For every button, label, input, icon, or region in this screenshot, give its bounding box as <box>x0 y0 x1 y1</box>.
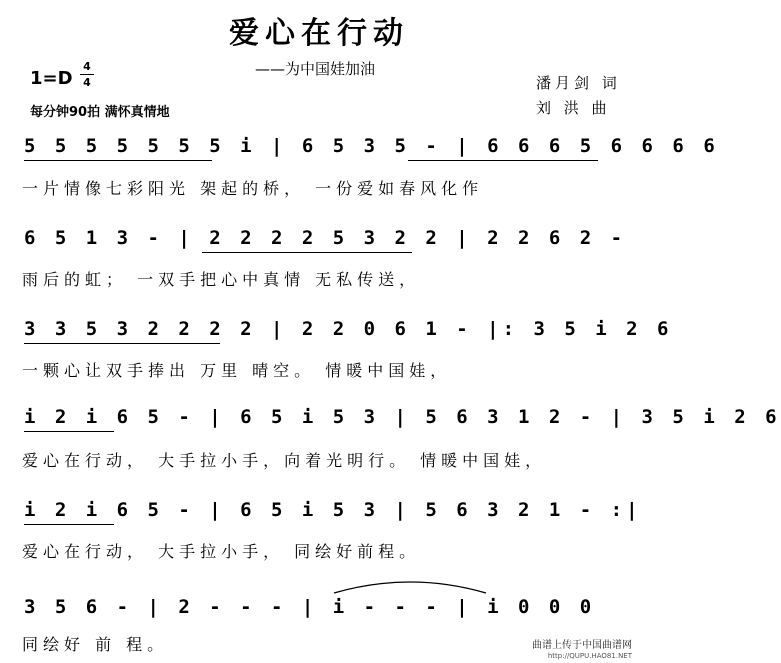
beam <box>408 160 598 161</box>
lyric-line-2: 雨后的虹； 一双手把心中真情 无私传送， <box>22 270 421 289</box>
time-signature-top: 4 <box>83 60 91 73</box>
beam <box>24 431 114 432</box>
time-signature-bottom: 4 <box>83 76 91 89</box>
lyric-line-6: 同绘好 前 程。 <box>22 635 169 654</box>
beam <box>24 524 114 525</box>
time-signature-bar <box>80 74 94 75</box>
lyric-line-1: 一片情像七彩阳光 架起的桥， 一份爱如春风化作 <box>22 179 484 198</box>
lyricist-credit: 潘月剑 词 <box>536 74 621 92</box>
music-line-3: 3 3 5 3 2 2 2 2 | 2 2 0 6 1 - |: 3 5 i 2 6 <box>24 318 673 340</box>
tempo-marking: 每分钟90拍 满怀真情地 <box>30 105 170 120</box>
beam <box>24 160 212 161</box>
lyric-line-5: 爱心在行动， 大手拉小手， 同绘好前程。 <box>22 542 421 561</box>
watermark-footer <box>532 640 632 662</box>
music-line-4: i 2 i 6 5 - | 6 5 i 5 3 | 5 6 3 1 2 - | 3 5 i 2 6 <box>24 406 781 428</box>
footer-text: 曲谱上传于中国曲谱网 <box>532 640 632 651</box>
time-signature <box>80 60 94 89</box>
beam <box>202 252 412 253</box>
song-title: 爱心在行动 <box>229 16 409 51</box>
music-line-1: 5 5 5 5 5 5 5 i | 6 5 3 5 - | 6 6 6 5 6 6 6 6 <box>24 135 719 157</box>
footer-url: http://QUPU.HAO81.NET <box>547 652 632 660</box>
lyric-line-3: 一颗心让双手捧出 万里 晴空。 情暖中国娃， <box>22 361 452 380</box>
lyric-line-4: 爱心在行动， 大手拉小手，向着光明行。 情暖中国娃， <box>22 451 547 470</box>
beam <box>24 343 220 344</box>
music-line-2: 6 5 1 3 - | 2 2 2 2 5 3 2 2 | 2 2 6 2 - <box>24 227 627 249</box>
composer-credit: 刘 洪 曲 <box>536 99 611 117</box>
song-subtitle: ——为中国娃加油 <box>255 60 376 78</box>
music-line-6: 3 5 6 - | 2 - - - | i - - - | i 0 0 0 <box>24 596 596 618</box>
key-signature: 1=D <box>30 68 73 89</box>
music-line-5: i 2 i 6 5 - | 6 5 i 5 3 | 5 6 3 2 1 - :| <box>24 499 642 521</box>
slur-arc <box>330 575 490 595</box>
